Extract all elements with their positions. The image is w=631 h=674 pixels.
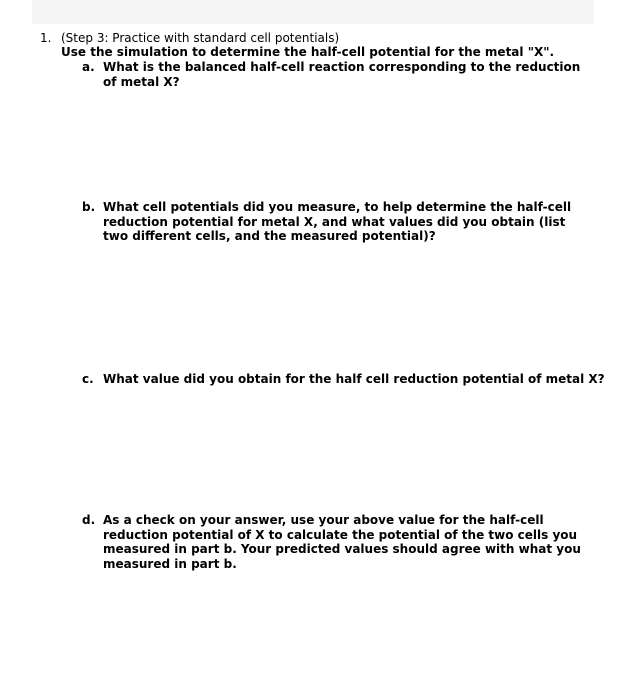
part-c-label: c. [82, 372, 94, 386]
part-a-text: What is the balanced half-cell reaction corresponding to the reduction of metal X? [103, 60, 581, 89]
part-c-text: What value did you obtain for the half cell reduction potential of metal X? [103, 372, 605, 386]
top-toolbar-strip [32, 0, 594, 24]
question-number: 1. [40, 31, 52, 45]
part-d-text: As a check on your answer, use your above value for the half-cell reduction potential of X to calculate the potential of the two cells you measured in part b. Your predicted values should agree with what you measured in part b. [103, 513, 581, 571]
question-prompt: Use the simulation to determine the half-cell potential for the metal "X". [61, 45, 555, 59]
part-d-label: d. [82, 513, 96, 527]
part-b-text: What cell potentials did you measure, to help determine the half-cell reduction potential for metal X, and what values did you obtain (list two different cells, and the measured potential)? [103, 200, 572, 243]
part-b-label: b. [82, 200, 96, 214]
part-a-label: a. [82, 60, 95, 74]
question-step: (Step 3: Practice with standard cell potentials) [61, 31, 340, 45]
